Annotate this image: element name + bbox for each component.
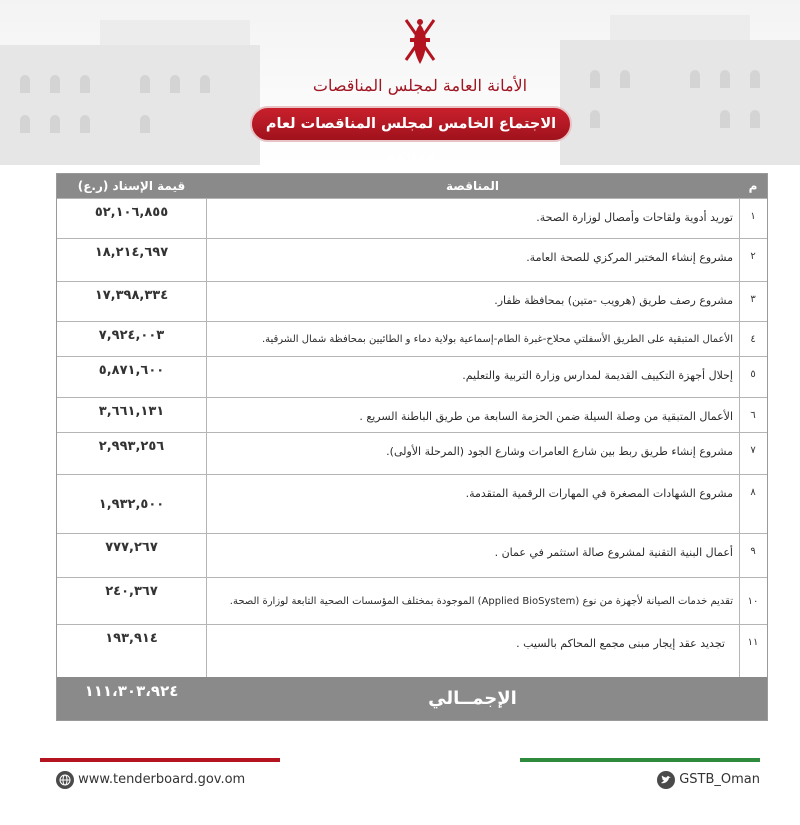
row-value: ١٨,٢١٤,٦٩٧	[94, 245, 169, 260]
table-row	[57, 281, 767, 321]
table-row	[57, 321, 767, 356]
row-item: أعمال البنية التقنية لمشروع صالة استثمر في عمان .	[494, 546, 733, 559]
row-value: ١,٩٣٢,٥٠٠	[98, 497, 165, 512]
column-header-item: المناقصة	[445, 179, 500, 193]
row-value: ١٧,٣٩٨,٣٣٤	[94, 288, 169, 303]
globe-icon	[56, 771, 74, 789]
row-value: ٥٢,١٠٦,٨٥٥	[94, 205, 169, 220]
row-item: توريد أدوية ولقاحات وأمصال لوزارة الصحة.	[536, 211, 733, 224]
row-item: مشروع الشهادات المصغرة في المهارات الرقمية المتقدمة.	[465, 487, 733, 500]
total-row	[57, 677, 767, 720]
org-name: الأمانة العامة لمجلس المناقصات	[312, 76, 528, 95]
row-item: الأعمال المتبقية من وصلة السيلة ضمن الحزمة السابعة من طريق الباطنة السريع .	[359, 410, 733, 423]
row-number: ٧	[750, 445, 756, 456]
row-item: تقديم خدمات الصيانة لأجهزة من نوع (Applied BioSystem) الموجودة بمختلف المؤسسات الصحية التابعة لوزارة الصحة.	[229, 596, 733, 607]
row-item: مشروع إنشاء طريق ربط بين شارع العامرات وشارع الجود (المرحلة الأولى).	[386, 445, 733, 458]
row-value: ٣,٦٦١,١٣١	[98, 404, 165, 419]
row-item: تجديد عقد إيجار مبنى مجمع المحاكم بالسيب .	[516, 637, 725, 650]
row-item: مشروع إنشاء المختبر المركزي للصحة العامة.	[526, 251, 733, 264]
row-item: الأعمال المتبقية على الطريق الأسفلتي محلاح-غبرة الطام-إسماعية بولاية دماء و الطائيين بمحافظة شمال الشرقية.	[261, 334, 733, 345]
table-row	[57, 198, 767, 238]
twitter-handle: GSTB_Oman	[679, 772, 760, 787]
oman-emblem-icon	[400, 16, 440, 74]
row-item: إحلال أجهزة التكييف القديمة لمدارس وزارة التربية والتعليم.	[462, 369, 733, 382]
twitter-icon	[657, 771, 675, 789]
table-row	[57, 397, 767, 432]
table-row	[57, 624, 767, 677]
total-value: ١١١،٣٠٣،٩٢٤	[84, 682, 179, 700]
row-number: ٤	[750, 334, 756, 345]
row-number: ٢	[750, 251, 756, 262]
tenders-table	[56, 173, 768, 721]
table-row	[57, 533, 767, 577]
row-value: ١٩٣,٩١٤	[105, 631, 158, 646]
total-label: الإجمــالي	[428, 688, 517, 709]
row-number: ١	[750, 211, 756, 222]
row-number: ٣	[750, 294, 756, 305]
twitter-link[interactable]	[657, 768, 760, 792]
row-number: ٦	[750, 410, 756, 421]
row-number: ٩	[750, 546, 756, 557]
row-value: ٥,٨٧١,٦٠٠	[98, 363, 165, 378]
table-row	[57, 577, 767, 624]
row-value: ٢,٩٩٣,٢٥٦	[98, 439, 165, 454]
row-number: ١٠	[747, 596, 759, 607]
row-value: ٢٤٠,٣٦٧	[105, 584, 158, 599]
column-header-value: قيمة الإسناد (ر.ع)	[77, 179, 186, 193]
row-value: ٧,٩٢٤,٠٠٣	[98, 328, 165, 343]
row-number: ٨	[750, 487, 756, 498]
table-header	[57, 174, 767, 198]
building-bg	[560, 40, 800, 165]
row-number: ٥	[750, 369, 756, 380]
table-row	[57, 474, 767, 533]
building-bg	[0, 45, 260, 165]
column-header-num: م	[748, 179, 758, 193]
row-item: مشروع رصف طريق (هرويب -متين) بمحافظة ظفار.	[494, 294, 733, 307]
page-title: الاجتماع الخامس لمجلس المناقصات لعام 2022م	[250, 106, 572, 142]
table-row	[57, 432, 767, 474]
website-link[interactable]	[56, 768, 245, 792]
row-number: ١١	[747, 637, 759, 648]
header-background	[0, 0, 800, 165]
footer-divider	[40, 758, 760, 762]
row-value: ٧٧٧,٢٦٧	[105, 540, 158, 555]
table-row	[57, 238, 767, 281]
website-text: www.tenderboard.gov.om	[78, 772, 246, 787]
table-row	[57, 356, 767, 397]
